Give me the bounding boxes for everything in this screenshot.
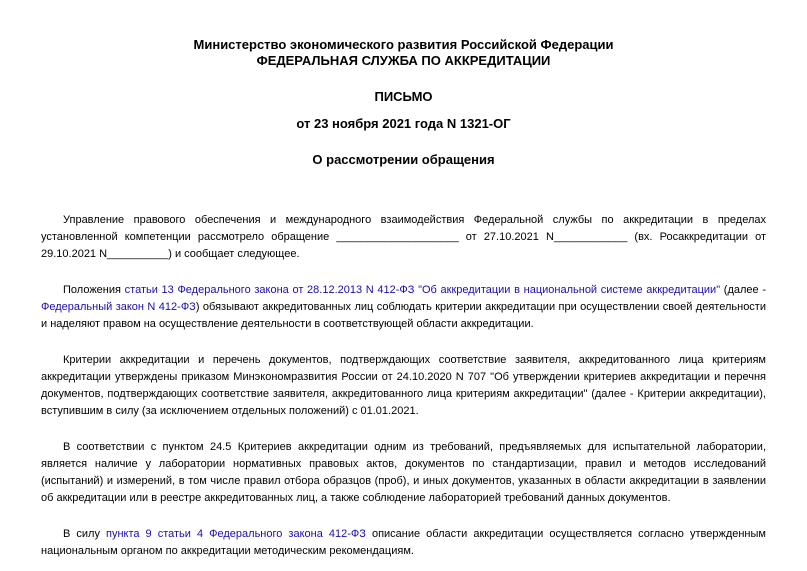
paragraph-2-text-2: (далее -: [720, 284, 766, 296]
letter-body: [41, 212, 766, 560]
paragraph-5: [41, 526, 766, 560]
document-date-number: от 23 ноября 2021 года N 1321-ОГ: [296, 116, 511, 131]
document-subject: О рассмотрении обращения: [312, 152, 495, 167]
link-federal-law-412[interactable]: Федеральный закон N 412-ФЗ: [41, 301, 196, 313]
paragraph-2-text-3: ) обязывают аккредитованных лиц соблюдать критерии аккредитации при осуществлении своей деятельности и наделяют правом на осуществление деятельности в соответствующей области аккредитации.: [41, 301, 766, 330]
ministry-name: Министерство экономического развития Российской Федерации: [193, 37, 614, 52]
paragraph-2-text-1: Положения: [63, 284, 125, 296]
paragraph-3: Критерии аккредитации и перечень документов, подтверждающих соответствие заявителя, аккредитованного лица критериям аккредитации утверждены приказом Минэкономразвития России от 24.10.2020 N 707 "Об утверждении критериев аккредитации и перечня документов, подтверждающих соответствие заявителя, аккредитованного лица критериям аккредитации" (далее - Критерии аккредитации), вступившим в силу (за исключением отдельных положений) с 01.01.2021.: [41, 354, 766, 417]
paragraph-4: В соответствии с пунктом 24.5 Критериев аккредитации одним из требований, предъявляемых для испытательной лаборатории, является наличие у лаборатории нормативных правовых актов, документов по стандартизации, правил и методов исследований (испытаний) и измерений, в том числе правил отбора образцов (проб), и иных документов, указанных в области аккредитации в заявлении об аккредитации или в реестре аккредитованных лиц, а также соблюдение лабораторией требований данных документов.: [41, 441, 766, 504]
link-article-13-law-412[interactable]: статьи 13 Федерального закона от 28.12.2013 N 412-ФЗ "Об аккредитации в национальной системе аккредитации": [124, 284, 721, 296]
document-type: ПИСЬМО: [374, 89, 433, 104]
paragraph-5-text-1: В силу: [63, 528, 106, 540]
paragraph-5-text-2: описание области аккредитации осуществляется согласно утвержденным национальным органом по аккредитации методическим рекомендациям.: [41, 528, 766, 557]
service-name: ФЕДЕРАЛЬНАЯ СЛУЖБА ПО АККРЕДИТАЦИИ: [256, 53, 551, 68]
paragraph-2: [41, 282, 766, 333]
link-clause-9-article-4-law-412[interactable]: пункта 9 статьи 4 Федерального закона 412-ФЗ: [106, 528, 366, 540]
paragraph-1: Управление правового обеспечения и международного взаимодействия Федеральной службы по аккредитации в пределах установленной компетенции рассмотрело обращение ____________________ от 27.10.2021 N____________ (вх. Росаккредитации от 29.10.2021 N__________) и сообщает следующее.: [41, 214, 766, 260]
